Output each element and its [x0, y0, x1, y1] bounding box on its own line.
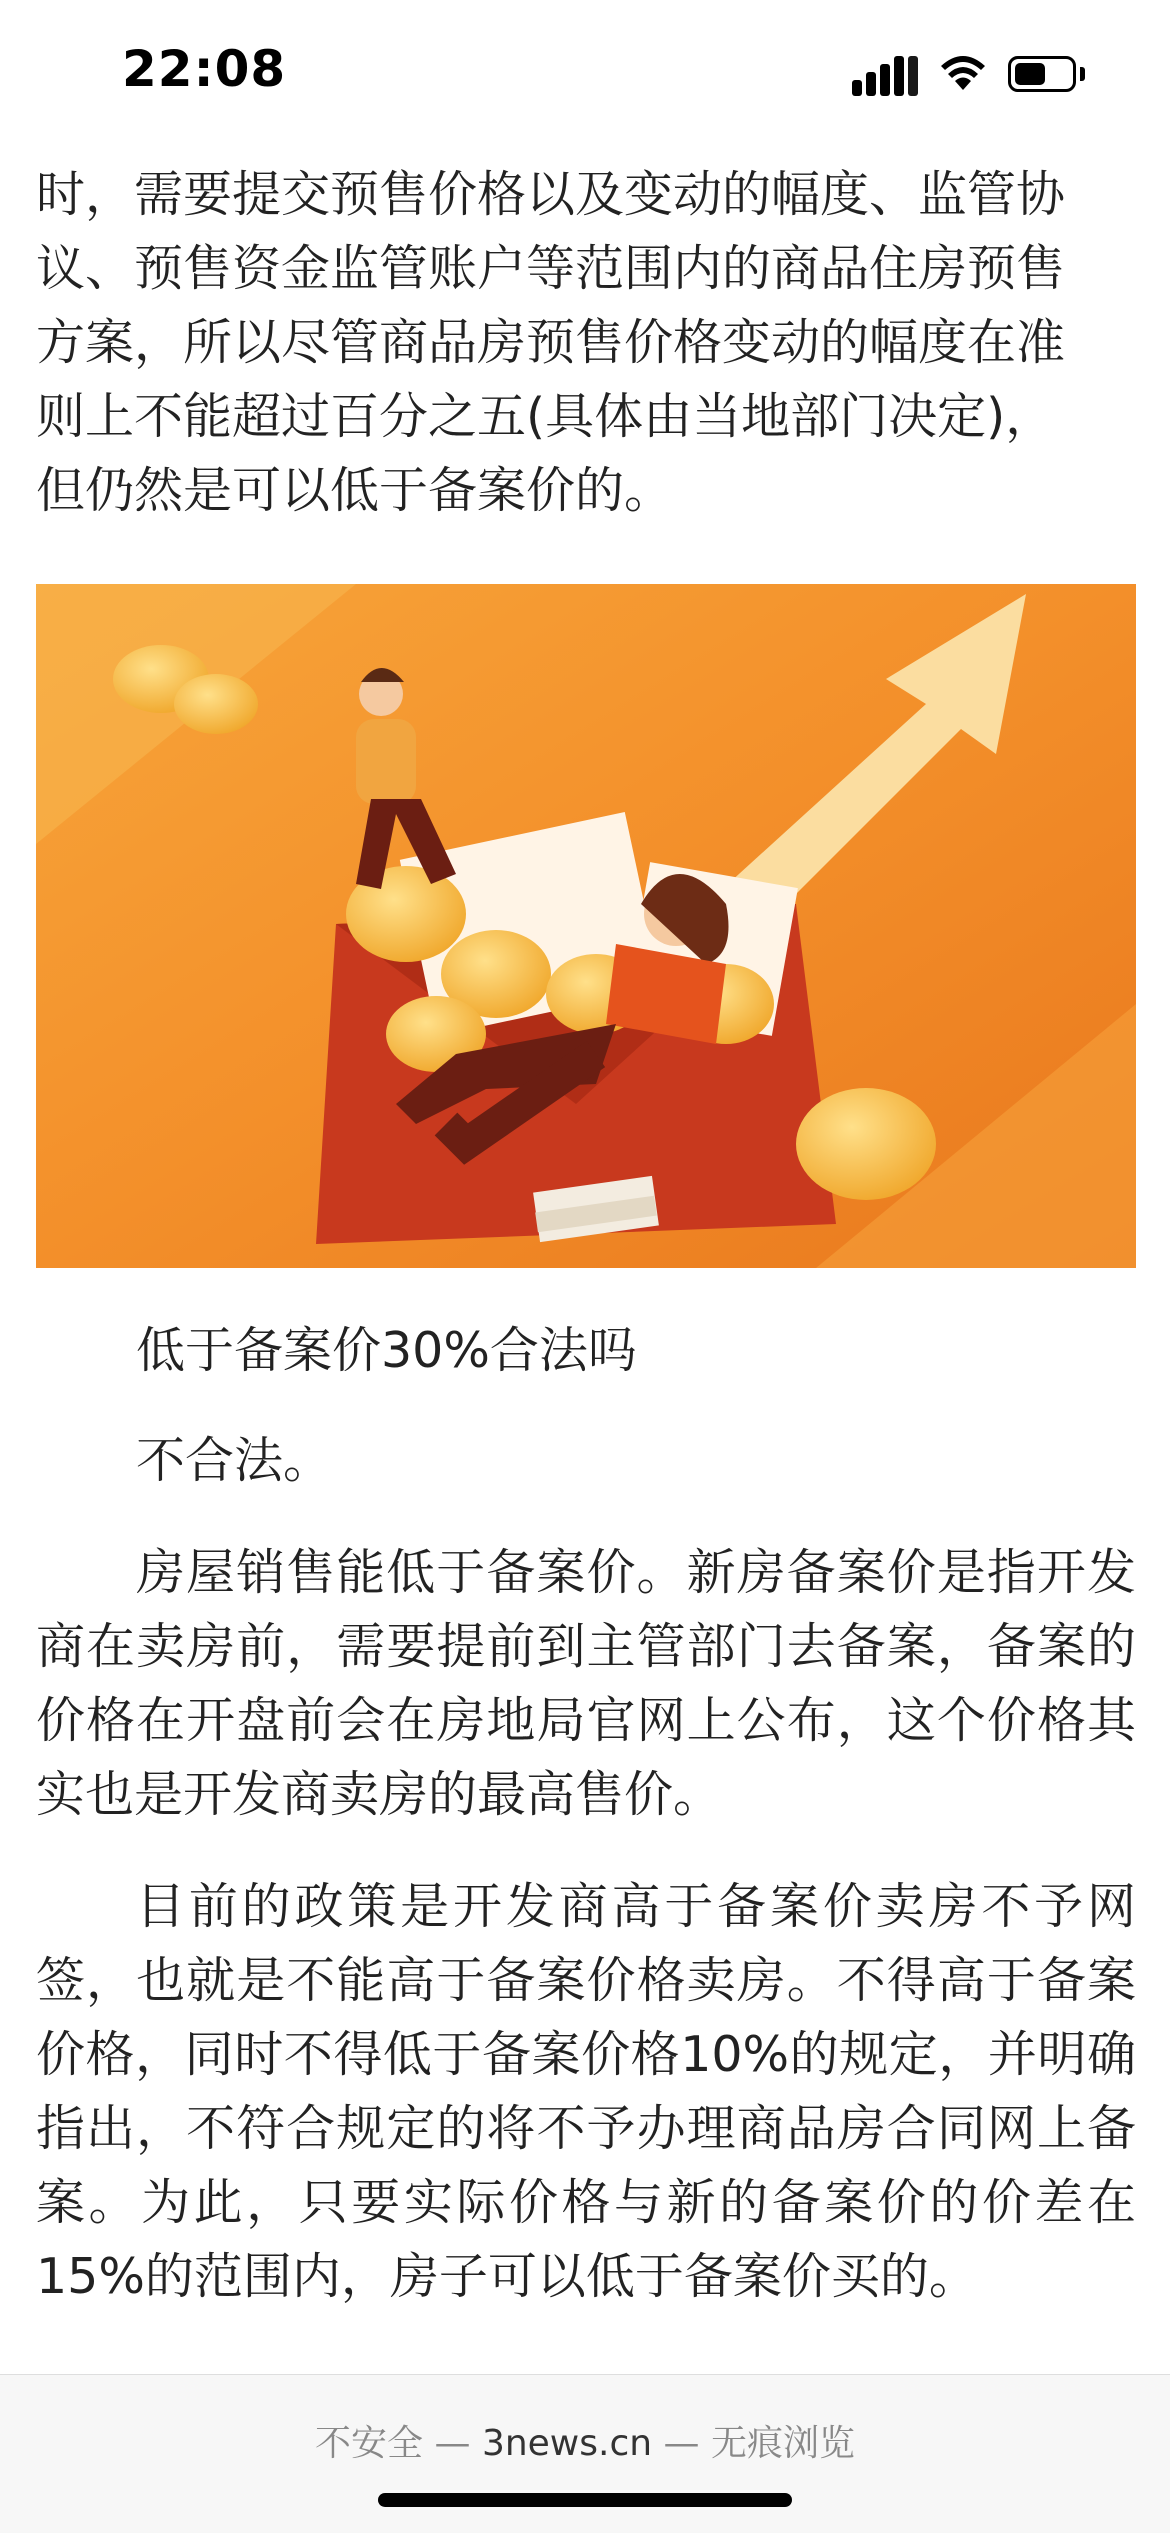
- intro-line: 但仍然是可以低于备案价的。: [36, 462, 674, 519]
- illustration-graphic: [36, 584, 1136, 1268]
- battery-icon: [1008, 56, 1076, 92]
- intro-line: 则上不能超过百分之五(具体由当地部门决定)，: [36, 388, 1055, 445]
- battery-cap: [1080, 67, 1085, 81]
- intro-line: 方案，所以尽管商品房预售价格变动的幅度在准: [36, 314, 1066, 371]
- article-intro: [36, 114, 1136, 528]
- article-illustration: [36, 584, 1136, 1268]
- status-bar: [0, 0, 1170, 150]
- battery-level: [1015, 63, 1045, 85]
- separator: —: [434, 2423, 471, 2464]
- article-paragraph: 目前的政策是开发商高于备案价卖房不予网签，也就是不能高于备案价格卖房。不得高于备案价格，同时不得低于备案价格10%的规定，并明确指出，不符合规定的将不予办理商品房合同网上备案。为此，只要实际价格与新的备案价的价差在15%的范围内，房子可以低于备案价买的。: [36, 1878, 1136, 2305]
- intro-line: 议、预售资金监管账户等范围内的商品住房预售: [36, 240, 1066, 297]
- article-paragraph: 房屋销售能低于备案价。新房备案价是指开发商在卖房前，需要提前到主管部门去备案，备案的价格在开盘前会在房地局官网上公布，这个价格其实也是开发商卖房的最高售价。: [36, 1544, 1136, 1823]
- home-indicator[interactable]: [378, 2493, 792, 2507]
- article-question: 低于备案价30%合法吗: [136, 1322, 637, 1379]
- address-bar[interactable]: [0, 2415, 1170, 2466]
- status-time: 22:08: [122, 40, 287, 98]
- cellular-signal-icon: [852, 54, 918, 96]
- wifi-icon: [940, 52, 986, 92]
- private-mode-label: 无痕浏览: [710, 2423, 855, 2464]
- security-label: 不安全: [315, 2423, 424, 2464]
- article-answer: 不合法。: [136, 1432, 333, 1489]
- site-domain: 3news.cn: [481, 2423, 653, 2464]
- browser-bottom-bar: [0, 2374, 1170, 2533]
- intro-line: 时，需要提交预售价格以及变动的幅度、监管协: [36, 166, 1066, 223]
- separator: —: [663, 2423, 700, 2464]
